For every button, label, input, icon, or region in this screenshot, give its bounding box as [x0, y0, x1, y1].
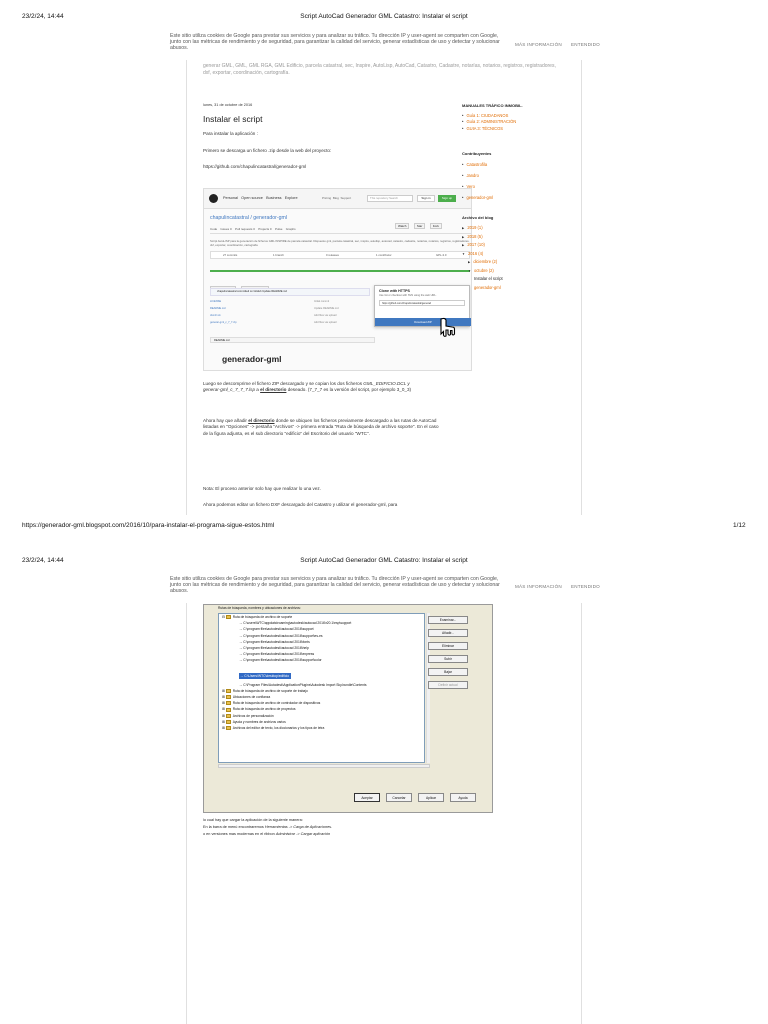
archive-year-link[interactable]: ▶ 2017 (10) — [462, 241, 503, 250]
path-arrow-icon: → — [239, 652, 244, 657]
path-arrow-icon: → — [240, 673, 245, 678]
cookie-more-link[interactable]: MÁS INFORMACIÓN — [515, 584, 562, 589]
dialog-side-button[interactable]: Subir — [428, 655, 468, 663]
menu-path: Herramientas -> Carga de Aplicaciones. — [264, 824, 333, 829]
tree-node-label: Ruta de búsqueda de archivo de soporte — [232, 615, 293, 619]
tree-node[interactable] — [219, 725, 424, 731]
text-run-italic: GML_EDIFICIO.DCL y generar-gml_c_7_7_7.lsp — [203, 381, 410, 393]
path-arrow-icon: → — [239, 639, 244, 644]
path-arrow-icon: → — [239, 627, 244, 632]
folder-icon — [226, 720, 231, 724]
gh-clone-url-input[interactable]: https://github.com/chapulincatastral/generad — [379, 300, 465, 306]
sidebar-contributor-link[interactable]: • Vero — [462, 181, 493, 192]
github-logo-icon — [209, 194, 218, 203]
gh-signup-button[interactable]: Sign up — [438, 195, 456, 202]
gh-file[interactable]: dxmlz.vlx — [210, 314, 221, 317]
gh-latest-commit[interactable]: chapulincatastral committed on GitHub Update README.md — [210, 288, 370, 296]
sidebar-heading-manuales: MANUALES TRÁFICO INMOBIL. — [462, 103, 523, 108]
print-timestamp: 23/2/24, 14:44 — [22, 13, 64, 20]
gh-nav-opensource[interactable]: Open source — [241, 196, 263, 200]
expand-icon[interactable]: ⊞ — [222, 713, 226, 718]
github-screenshot — [203, 188, 472, 371]
sidebar-contributor-link[interactable]: • generador-gml — [462, 192, 493, 203]
folder-icon — [226, 726, 231, 730]
path-arrow-icon: → — [239, 633, 244, 638]
print-timestamp: 23/2/24, 14:44 — [22, 557, 64, 564]
expanded-triangle-icon: ▼ — [462, 251, 465, 256]
archive-year-link[interactable] — [462, 250, 503, 259]
dialog-side-button[interactable]: Bajar — [428, 668, 468, 676]
expand-icon[interactable]: ⊞ — [222, 688, 226, 693]
dialog-paths-label: Rutas de búsqueda, nombres y ubicaciones de archivos: — [218, 606, 301, 610]
folder-icon — [226, 695, 231, 699]
folder-icon — [226, 714, 231, 718]
support-path-label: C:\program files\autodesk\autocad 2016\fonts — [243, 639, 310, 644]
expand-icon[interactable]: ⊞ — [222, 701, 226, 706]
path-list — [219, 620, 424, 688]
expand-icon[interactable]: ⊞ — [222, 695, 226, 700]
post-paragraph-5: Ahora podemos editar un fichero DXF descargado del Catastro y utilizar el generador-gml, para — [203, 502, 398, 507]
instruction-line — [203, 831, 332, 838]
sidebar-guides — [462, 113, 516, 132]
sidebar-contributors — [462, 159, 493, 203]
gh-nav-business[interactable]: Business — [266, 196, 282, 200]
sidebar-guide-link[interactable]: • Guía 2: ADMINISTRACIÓN — [462, 119, 516, 125]
archive-month-link[interactable] — [468, 267, 503, 276]
autocad-options-dialog — [203, 604, 493, 813]
gh-tab-issues[interactable]: Issues 0 — [220, 227, 232, 231]
tree-node-label: Ubicaciones de confianza — [232, 695, 271, 700]
post-paragraph-3 — [203, 381, 423, 394]
expand-icon[interactable]: ⊞ — [222, 719, 226, 724]
gh-nav-support[interactable]: Support — [340, 196, 352, 200]
cookie-more-link[interactable]: MÁS INFORMACIÓN — [515, 42, 562, 47]
gh-star-button[interactable]: Star — [414, 223, 426, 229]
sidebar-archive — [462, 224, 503, 292]
path-arrow-icon: → — [239, 621, 244, 626]
support-path-label: C:\program files\autodesk\autocad 2016\support\es-es — [243, 633, 323, 638]
path-arrow-icon: → — [239, 658, 244, 663]
dialog-cancel-button[interactable]: Cancelar — [386, 793, 412, 802]
expand-icon[interactable]: ⊞ — [222, 707, 226, 712]
sidebar-contributor-link[interactable]: • Catastrofila — [462, 159, 493, 170]
mouse-pointer-icon — [435, 317, 457, 343]
dialog-bottom-buttons — [354, 793, 476, 802]
support-path-label: C:\program files\autodesk\autocad 2016\support\color — [243, 658, 322, 663]
sidebar-guide-link[interactable]: • Guía 1: CIUDADANOS — [462, 113, 516, 119]
support-path-label: C:\Program Files\Autodesk\ApplicationPlugins\Autodesk Import Sky.bundle\Contents — [243, 682, 367, 687]
blog-tags: generar GML, GML, GML RGA, GML Edificio, parcela catastral, sec, Inspire, AutoLisp, AutoCad, Catastro, Cadastre, notarías, notarios, registros, registradores, dxf, exportar, coordinación, cartografía. — [203, 63, 556, 77]
gh-file[interactable]: generar-gml_c_7_7.zip — [210, 321, 237, 324]
print-title: Script AutoCad Generador GML Catastro: Instalar el script — [300, 557, 468, 564]
dialog-side-button[interactable]: Definir actual — [428, 681, 468, 689]
sidebar-contributor-link[interactable]: • Jandro — [462, 170, 493, 181]
support-path-label: C:\Users\WTC\desktop\edificio — [244, 673, 290, 678]
dialog-help-button[interactable]: Ayuda — [450, 793, 476, 802]
path-arrow-icon: → — [239, 682, 244, 687]
sidebar-guide-link[interactable]: • GUIA 3: TÉCNICOS — [462, 126, 516, 132]
directory-emphasis: el directorio — [248, 418, 275, 423]
gh-signin-button[interactable]: Sign in — [417, 195, 435, 202]
archive-post-link[interactable]: generador-gml — [474, 284, 501, 290]
post-note: Nota: El proceso anterior solo hay que realizar lo una vez. — [203, 486, 321, 491]
tree-node-label: Ruta de búsqueda de archivo de proyectos — [232, 707, 296, 712]
archive-year-link[interactable]: ▶ 2019 (1) — [462, 224, 503, 233]
tree-node-label: Ruta de búsqueda de archivo de controlador de dispositivos — [232, 701, 321, 706]
print-title: Script AutoCad Generador GML Catastro: Instalar el script — [300, 13, 468, 20]
directory-emphasis: el directorio — [260, 387, 287, 393]
post-instructions — [203, 817, 332, 837]
folder-icon — [226, 701, 231, 705]
support-path-item[interactable] — [219, 657, 424, 663]
text-run: En la barra de menú encontraremos — [203, 824, 265, 829]
cookie-notice: Este sitio utiliza cookies de Google para prestar sus servicios y para analizar su tráfico. Tu dirección IP y user-agent se comparten con Google, junto con las métricas de rendimiento y de seguridad, para garantizar la calidad del servicio, generar estadísticas de uso y detectar y solucionar abusos. — [170, 33, 500, 52]
archive-month-link[interactable]: ▶ diciembre (2) — [468, 258, 503, 267]
post-paragraph-1: Para instalar la aplicación : — [203, 131, 258, 136]
gh-repo-description: Script AutoLISP para la generación de ficheros GML INSPIRE de parcela catastral. Dispuesto gml, parcela catastral, sec, inspire, autolisp, autocad, catastro, cadastre, notarías, notarios, registros, registradores, dxf, exportar, coordinación, cartografía — [210, 239, 470, 247]
gh-download-zip-button[interactable]: Download ZIP — [375, 318, 471, 326]
cookie-accept-button[interactable]: ENTENDIDO — [571, 584, 600, 589]
gh-language-bar — [210, 270, 470, 272]
support-path-label: C:\program files\autodesk\autocad 2016\support — [243, 627, 314, 632]
support-path-label: C:\program files\autodesk\autocad 2016\help — [243, 646, 309, 651]
dialog-ok-button[interactable]: Aceptar — [354, 793, 380, 802]
gh-tab-graphs[interactable]: Graphs — [285, 227, 296, 231]
gh-tab-pulls[interactable]: Pull requests 0 — [235, 227, 255, 231]
post-paragraph-2: Primero se descarga un fichero .zip desde la web del proyecto: — [203, 148, 332, 153]
gh-tab-pulse[interactable]: Pulse — [274, 227, 283, 231]
tree-node-label: Archivos de personalización — [232, 713, 274, 718]
text-run: o en versiones mas modernas en el ribbon — [203, 831, 276, 836]
tree-horizontal-scrollbar[interactable] — [218, 764, 430, 768]
post-title[interactable]: Instalar el script — [203, 114, 263, 124]
folder-icon — [226, 615, 231, 619]
gh-tabs — [210, 227, 472, 234]
project-url[interactable]: https://github.com/chapulincatastral/generador-gml — [203, 164, 307, 169]
support-path-label: C:\users\WTC\appdata\roaming\autodesk\autocad 2016\r20.1\esp\support — [243, 621, 352, 626]
text-run: deseado. (7_7_7 es la versión del script, por ejemplo 3_0_3) — [286, 387, 412, 393]
gh-nav-explore[interactable]: Explore — [284, 196, 298, 200]
archive-year-label: 2016 (4) — [467, 250, 484, 256]
text-run: donde se ubiquen los ficheros previamente descargado a las rutas de AutoCad listadas en "Opciones" -> pestaña "Archivos" -> primera entrada "Ruta de búsqueda de archivo soporte". En el caso de la figura adjunta, es el sub directorio "edificio" del Escritorio del usuario "WTC". — [203, 418, 439, 436]
gh-commit-message: Initial commit — [314, 300, 330, 303]
gh-nav-blog[interactable]: Blog — [332, 196, 339, 200]
gh-commit-message: Update README.md — [314, 307, 339, 310]
folder-icon — [226, 689, 231, 693]
print-footer-url: https://generador-gml.blogspot.com/2016/10/para-instalar-el-programa-sigue-estos.html — [22, 522, 275, 529]
text-run: Ahora hay que añadir — [203, 418, 249, 423]
gh-fork-button[interactable]: Fork — [430, 223, 442, 229]
support-path-label: C:\program files\autodesk\autocad 2016\express — [243, 652, 315, 657]
text-run: a — [255, 387, 261, 393]
other-nodes — [219, 688, 424, 731]
text-run: Luego se descomprime el fichero ZIP descargado y se copian los dos ficheros — [203, 381, 364, 386]
dialog-side-button[interactable]: Eliminar — [428, 642, 468, 650]
dialog-side-button[interactable]: Añadir... — [428, 629, 468, 637]
gh-repo-name[interactable]: chapulincatastral / generador-gml — [210, 215, 287, 221]
dialog-side-buttons — [428, 613, 468, 689]
gh-stat-commits[interactable]: 27 commits — [223, 253, 238, 257]
support-path-item[interactable] — [239, 673, 291, 679]
gh-file[interactable]: LICENSE — [210, 300, 222, 303]
sidebar-heading-contribuyentes: Contribuyentes — [462, 151, 492, 156]
post-date: lunes, 31 de octubre de 2016 — [203, 103, 253, 107]
tree-node-label: Archivos del editor de texto, los diccionarios y los tipos de letra — [232, 726, 325, 731]
gh-stat-releases[interactable]: 0 releases — [326, 253, 339, 257]
gh-commit-message: Add files via upload — [314, 321, 337, 324]
cookie-notice: Este sitio utiliza cookies de Google para prestar sus servicios y para analizar su tráfico. Tu dirección IP y user-agent se comparten con Google, junto con las métricas de rendimiento y de seguridad, para garantizar la calidad del servicio, generar estadísticas de uso y detectar y solucionar abusos. — [170, 576, 500, 595]
expanded-triangle-icon: ▼ — [468, 268, 471, 273]
gh-stats-bar — [210, 251, 470, 259]
folder-icon — [226, 708, 231, 712]
cookie-accept-button[interactable]: ENTENDIDO — [571, 42, 600, 47]
gh-clone-title: Clone with HTTPS — [379, 289, 410, 293]
paths-tree[interactable] — [218, 613, 425, 763]
gh-tab-projects[interactable]: Projects 0 — [258, 227, 272, 231]
gh-nav-pricing[interactable]: Pricing — [322, 196, 332, 200]
expand-icon[interactable]: ⊞ — [222, 726, 226, 731]
dialog-apply-button[interactable]: Aplicar — [418, 793, 444, 802]
instruction-line — [203, 824, 332, 831]
gh-stat-contributors[interactable]: 1 contributor — [376, 253, 392, 257]
gh-search-input[interactable]: This repository Search — [367, 195, 413, 202]
gh-stat-license[interactable]: GPL-3.0 — [436, 253, 447, 257]
tree-node-label: Ayuda y nombres de archivos varios — [232, 719, 286, 724]
post-paragraph-4 — [203, 418, 443, 437]
tree-node-label: Ruta de búsqueda de archivo de soporte de trabajo — [232, 688, 308, 693]
gh-commit-message: Add files via upload — [314, 314, 337, 317]
sidebar-heading-archivo: Archivo del blog — [462, 215, 494, 220]
instruction-line: lo cual hay que cargar la aplicación de la siguiente manera: — [203, 818, 303, 822]
ribbon-path: Administrar -> Cargar aplicación — [275, 831, 331, 836]
archive-year-link[interactable]: ▶ 2018 (5) — [462, 233, 503, 242]
gh-readme-header: README.md — [210, 337, 375, 343]
gh-tab-code[interactable]: Code — [210, 227, 218, 231]
print-page-number: 1/12 — [733, 522, 746, 529]
gh-readme-title: generador-gml — [222, 354, 282, 364]
gh-nav-personal[interactable]: Personal — [223, 196, 238, 200]
gh-watch-button[interactable]: Watch — [395, 223, 409, 229]
archive-month-label: octubre (2) — [473, 267, 494, 273]
dialog-side-button[interactable]: Examinar... — [428, 616, 468, 624]
archive-post-link[interactable]: Instalar el script — [474, 276, 503, 281]
gh-clone-subtitle: Use Git or checkout with SVN using the web URL. — [379, 294, 437, 297]
gh-stat-branches[interactable]: 1 branch — [273, 253, 284, 257]
tree-node-support[interactable]: ⊟ Ruta de búsqueda de archivo de soporte — [222, 615, 293, 619]
gh-file[interactable]: README.md — [210, 307, 226, 310]
path-arrow-icon: → — [239, 646, 244, 651]
gh-commit-messages — [314, 298, 374, 326]
